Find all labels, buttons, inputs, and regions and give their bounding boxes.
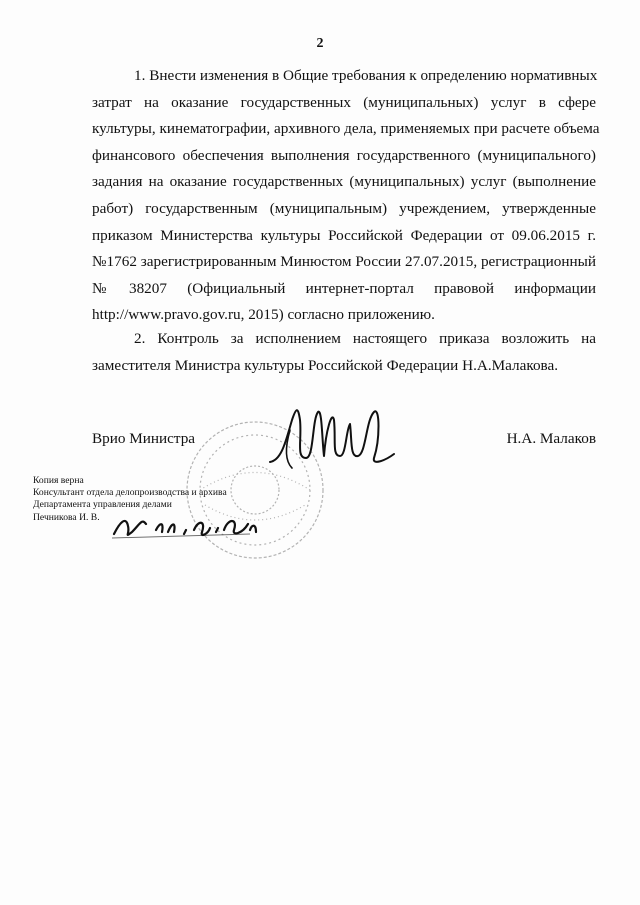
- paragraph-line: работ) государственным (муниципальным) учреждением, утвержденные: [92, 199, 596, 217]
- paragraph-line: №38207 (Официальный интернет-портал правовой информации: [92, 279, 596, 297]
- copy-note-line: Консультант отдела делопроизводства и архива: [33, 487, 227, 499]
- paragraph-line: 2. Контроль за исполнением настоящего приказа возложить на: [134, 330, 596, 347]
- paragraph-line: финансового обеспечения выполнения государственного (муниципального): [92, 146, 596, 164]
- paragraph-line: №1762 зарегистрированным Минюстом России 27.07.2015, регистрационный: [92, 253, 596, 271]
- paragraph-amendments: [92, 63, 600, 329]
- signatory-title: Врио Министра: [92, 430, 196, 447]
- page-number: 2: [316, 36, 324, 51]
- paragraph-line: заместителя Министра культуры Российской Федерации Н.А.Малакова.: [92, 356, 559, 374]
- paragraph-line: культуры, кинематографии, архивного дела, применяемых при расчете объема: [92, 120, 600, 138]
- copy-note-line: Печникова И. В.: [33, 511, 100, 523]
- handwritten-signature: [262, 400, 402, 480]
- paragraph-line: 1. Внести изменения в Общие требования к определению нормативных: [134, 67, 598, 84]
- handwritten-date-signature: [110, 504, 260, 544]
- paragraph-line: приказом Министерства культуры Российской Федерации от 09.06.2015 г.: [92, 226, 596, 244]
- paragraph-control: [92, 326, 596, 379]
- paragraph-line: затрат на оказание государственных (муниципальных) услуг в сфере: [92, 93, 596, 111]
- signatory-name: Н.А. Малаков: [506, 430, 596, 447]
- paragraph-line: http://www.pravo.gov.ru, 2015) согласно приложению.: [92, 306, 435, 324]
- copy-note-line: Копия верна: [33, 475, 84, 486]
- paragraph-line: задания на оказание государственных (муниципальных) услуг (выполнение: [92, 173, 596, 191]
- copy-note-line: Департамента управления делами: [33, 499, 172, 511]
